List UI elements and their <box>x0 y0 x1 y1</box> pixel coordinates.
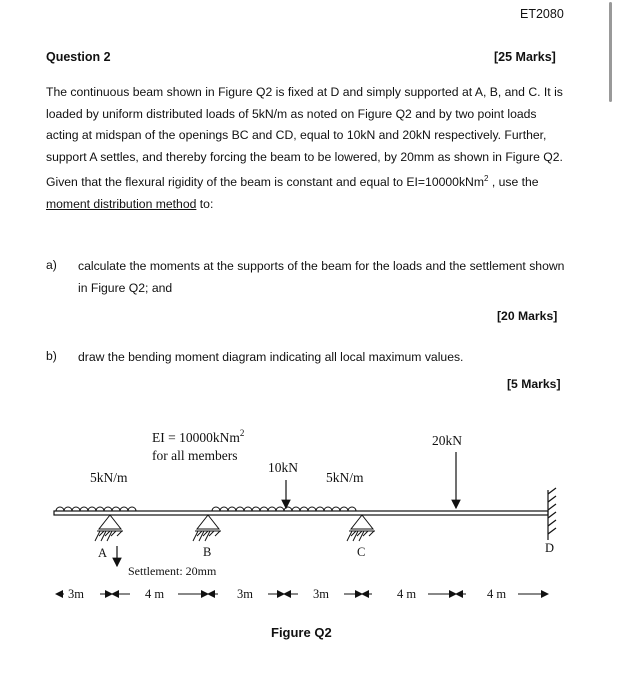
part-a-text: calculate the moments at the supports of the beam for the loads and the settlement shown in Figure Q2; and <box>78 259 565 295</box>
udl-mid-label: 5kN/m <box>326 470 364 485</box>
support-d-label: D <box>545 541 555 555</box>
para-text-2: , use the <box>488 175 539 190</box>
question-title: Question 2 <box>46 50 111 64</box>
dim-label-6: 4 m <box>487 587 507 601</box>
dim-label-4: 3m <box>313 587 329 601</box>
part-a-label: a) <box>46 258 57 272</box>
part-b-marks: [5 Marks] <box>507 377 561 391</box>
support-b <box>193 515 221 541</box>
point-load-2-label: 20kN <box>432 433 462 448</box>
dim-label-1: 3m <box>68 587 84 601</box>
dim-label-2: 4 m <box>145 587 165 601</box>
udl-left-loops <box>56 507 136 511</box>
support-c-label: C <box>357 545 366 559</box>
para-text-3: to: <box>196 197 214 212</box>
part-b-label: b) <box>46 349 57 363</box>
moment-distribution-link: moment distribution method <box>46 197 197 212</box>
point-load-1-label: 10kN <box>268 460 298 475</box>
part-a-marks: [20 Marks] <box>497 309 558 323</box>
support-a-label: A <box>98 546 108 560</box>
course-code: ET2080 <box>520 7 564 21</box>
support-c <box>347 515 375 541</box>
dim-label-3: 3m <box>237 587 253 601</box>
figure-caption: Figure Q2 <box>271 625 332 640</box>
support-b-label: B <box>203 545 212 559</box>
beam <box>54 511 548 515</box>
question-marks: [25 Marks] <box>494 50 556 64</box>
dim-label-5: 4 m <box>397 587 417 601</box>
settlement-label: Settlement: 20mm <box>128 564 217 578</box>
udl-mid-loops <box>212 507 356 511</box>
part-b-text: draw the bending moment diagram indicating all local maximum values. <box>78 350 464 364</box>
para-text-1: The continuous beam shown in Figure Q2 is fixed at D and simply supported at A, B, and C. It is loaded by uniform distributed loads of 5kN/m as noted on Figure Q2 and by two point loads acting at midspan of the openings BC and CD, equal to 10kN and 20kN respectively. Further, support A settles, and thereby forcing the beam to be lowered, by 20mm as shown in Figure Q2. Given that the flexural rigidity of the beam is constant and equal to EI=10000kNm <box>46 85 563 190</box>
udl-left-label: 5kN/m <box>90 470 128 485</box>
ei-sublabel: for all members <box>152 448 238 463</box>
para-superscript: 2 <box>484 174 489 184</box>
support-d <box>548 488 556 540</box>
ei-label: EI = 10000kNm$^2$ <box>152 428 245 445</box>
support-a <box>95 515 123 541</box>
